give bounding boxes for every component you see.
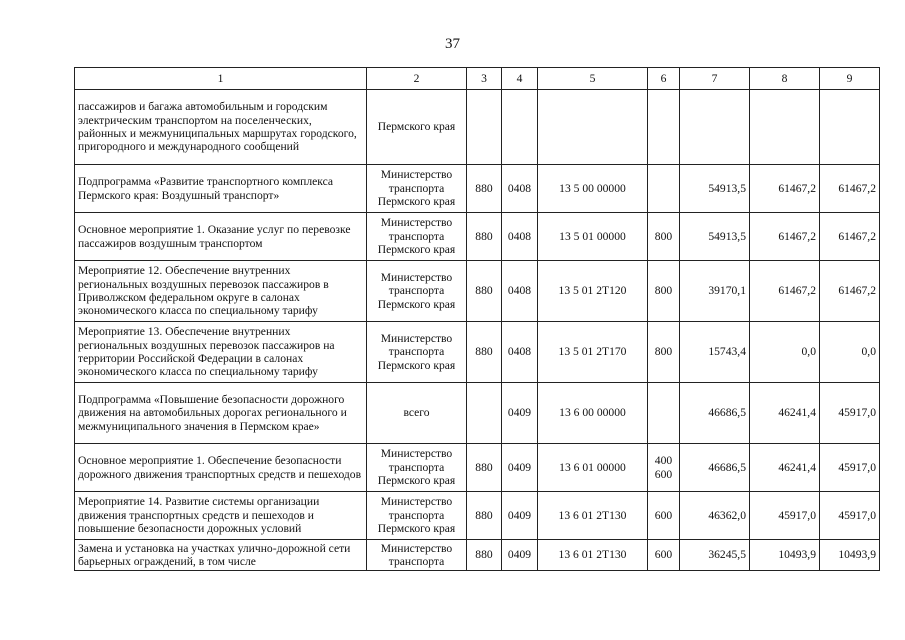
table-row: [75, 540, 880, 571]
value-cell-year2: [750, 90, 820, 165]
value-cell-year1: 39170,1: [680, 261, 750, 322]
header-cell: 1: [75, 68, 367, 90]
budget-table: [74, 67, 880, 571]
value-cell-year3: 61467,2: [820, 261, 880, 322]
page-number: 37: [445, 36, 460, 52]
expense-type-cell: 600: [648, 492, 680, 540]
header-cell: 6: [648, 68, 680, 90]
value-cell-year1: 54913,5: [680, 165, 750, 213]
section-code-cell: 0409: [502, 540, 538, 571]
value-cell-year3: 45917,0: [820, 492, 880, 540]
table-row: [75, 383, 880, 444]
organization-cell: Министерство транспорта Пермского края: [367, 492, 467, 540]
value-cell-year1: 36245,5: [680, 540, 750, 571]
target-code-cell: 13 6 00 00000: [538, 383, 648, 444]
value-cell-year1: [680, 90, 750, 165]
value-cell-year2: 45917,0: [750, 492, 820, 540]
admin-code-cell: 880: [467, 322, 502, 383]
section-code-cell: [502, 90, 538, 165]
value-cell-year1: 46362,0: [680, 492, 750, 540]
expense-type-cell: 800: [648, 261, 680, 322]
organization-cell: Пермского края: [367, 90, 467, 165]
admin-code-cell: 880: [467, 540, 502, 571]
table-row: [75, 322, 880, 383]
organization-cell: Министерство транспорта Пермского края: [367, 322, 467, 383]
value-cell-year2: 46241,4: [750, 383, 820, 444]
value-cell-year3: 45917,0: [820, 383, 880, 444]
target-code-cell: 13 6 01 2Т130: [538, 540, 648, 571]
value-cell-year3: 10493,9: [820, 540, 880, 571]
section-code-cell: 0408: [502, 213, 538, 261]
target-code-cell: 13 5 01 2Т120: [538, 261, 648, 322]
section-code-cell: 0408: [502, 165, 538, 213]
header-cell: 8: [750, 68, 820, 90]
activity-name-cell: Мероприятие 12. Обеспечение внутренних региональных воздушных перевозок пассажиров в Приволжском федеральном округе в салонах экономического класса по специальному тарифу: [75, 261, 367, 322]
value-cell-year2: 61467,2: [750, 213, 820, 261]
admin-code-cell: [467, 383, 502, 444]
value-cell-year3: [820, 90, 880, 165]
value-cell-year1: 46686,5: [680, 444, 750, 492]
header-cell: 3: [467, 68, 502, 90]
target-code-cell: 13 6 01 00000: [538, 444, 648, 492]
table-row: [75, 90, 880, 165]
header-cell: 2: [367, 68, 467, 90]
expense-type-cell: [648, 165, 680, 213]
target-code-cell: [538, 90, 648, 165]
expense-type-cell: 600: [648, 540, 680, 571]
activity-name-cell: Основное мероприятие 1. Обеспечение безопасности дорожного движения транспортных средств и пешеходов: [75, 444, 367, 492]
target-code-cell: 13 5 01 2Т170: [538, 322, 648, 383]
value-cell-year2: 46241,4: [750, 444, 820, 492]
organization-cell: Министерство транспорта Пермского края: [367, 261, 467, 322]
header-cell: 5: [538, 68, 648, 90]
admin-code-cell: 880: [467, 213, 502, 261]
section-code-cell: 0409: [502, 383, 538, 444]
organization-cell: Министерство транспорта Пермского края: [367, 213, 467, 261]
activity-name-cell: Замена и установка на участках улично-дорожной сети барьерных ограждений, в том числе: [75, 540, 367, 571]
activity-name-cell: Основное мероприятие 1. Оказание услуг по перевозке пассажиров воздушным транспортом: [75, 213, 367, 261]
value-cell-year1: 54913,5: [680, 213, 750, 261]
admin-code-cell: [467, 90, 502, 165]
table-row: [75, 165, 880, 213]
activity-name-cell: Подпрограмма «Развитие транспортного комплекса Пермского края: Воздушный транспорт»: [75, 165, 367, 213]
value-cell-year3: 45917,0: [820, 444, 880, 492]
section-code-cell: 0409: [502, 444, 538, 492]
value-cell-year3: 0,0: [820, 322, 880, 383]
header-cell: 4: [502, 68, 538, 90]
expense-type-cell: 800: [648, 322, 680, 383]
target-code-cell: 13 6 01 2Т130: [538, 492, 648, 540]
table-row: [75, 213, 880, 261]
value-cell-year1: 15743,4: [680, 322, 750, 383]
admin-code-cell: 880: [467, 492, 502, 540]
target-code-cell: 13 5 00 00000: [538, 165, 648, 213]
target-code-cell: 13 5 01 00000: [538, 213, 648, 261]
header-cell: 9: [820, 68, 880, 90]
activity-name-cell: Мероприятие 14. Развитие системы организации движения транспортных средств и пешеходов и повышение безопасности дорожных условий: [75, 492, 367, 540]
value-cell-year1: 46686,5: [680, 383, 750, 444]
header-row: [75, 68, 880, 90]
activity-name-cell: Подпрограмма «Повышение безопасности дорожного движения на автомобильных дорогах регионального и межмуниципального значения в Пермском крае»: [75, 383, 367, 444]
value-cell-year2: 61467,2: [750, 165, 820, 213]
admin-code-cell: 880: [467, 444, 502, 492]
expense-type-cell: [648, 383, 680, 444]
expense-type-cell: [648, 90, 680, 165]
activity-name-cell: Мероприятие 13. Обеспечение внутренних региональных воздушных перевозок пассажиров на территории Российской Федерации в салонах экономического класса по специальному тарифу: [75, 322, 367, 383]
organization-cell: Министерство транспорта: [367, 540, 467, 571]
header-cell: 7: [680, 68, 750, 90]
table-row: [75, 492, 880, 540]
activity-name-cell: пассажиров и багажа автомобильным и городским электрическим транспортом на поселенческих, районных и межмуниципальных маршрутах городского, пригородного и международного сообщений: [75, 90, 367, 165]
organization-cell: всего: [367, 383, 467, 444]
table-row: [75, 261, 880, 322]
section-code-cell: 0408: [502, 322, 538, 383]
value-cell-year2: 0,0: [750, 322, 820, 383]
expense-type-cell: 800: [648, 213, 680, 261]
admin-code-cell: 880: [467, 165, 502, 213]
value-cell-year2: 61467,2: [750, 261, 820, 322]
value-cell-year3: 61467,2: [820, 165, 880, 213]
section-code-cell: 0408: [502, 261, 538, 322]
admin-code-cell: 880: [467, 261, 502, 322]
table-row: [75, 444, 880, 492]
organization-cell: Министерство транспорта Пермского края: [367, 444, 467, 492]
value-cell-year2: 10493,9: [750, 540, 820, 571]
section-code-cell: 0409: [502, 492, 538, 540]
organization-cell: Министерство транспорта Пермского края: [367, 165, 467, 213]
value-cell-year3: 61467,2: [820, 213, 880, 261]
expense-type-cell: 400 600: [648, 444, 680, 492]
